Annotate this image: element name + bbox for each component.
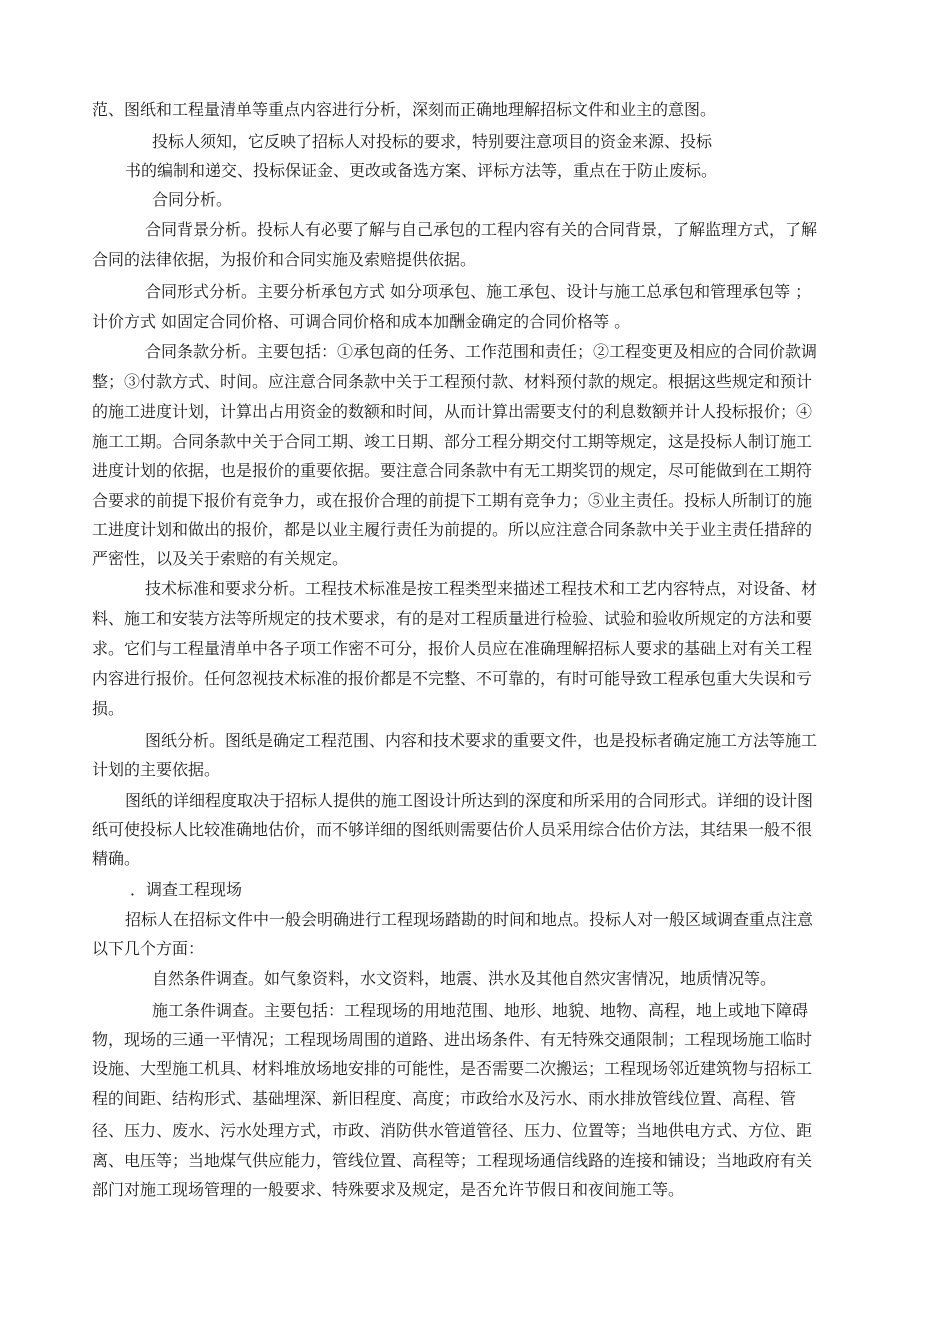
text-line: 计价方式 如固定合同价格、可调合同价格和成本加酬金确定的合同价格等 。	[92, 312, 631, 331]
text-line: 自然条件调查。如气象资料，水文资料，地震、洪水及其他自然灾害情况，地质情况等。	[152, 969, 777, 988]
text-line: 损。	[92, 699, 125, 718]
text-line: 料、施工和安装方法等所规定的技术要求，有的是对工程质量进行检验、试验和验收所规定的方法和要	[92, 609, 813, 628]
text-line: 工进度计划和做出的报价，都是以业主履行责任为前提的。所以应注意合同条款中关于业主责任措辞的	[92, 520, 813, 539]
text-line: 纸可使投标人比较准确地估价，而不够详细的图纸则需要估价人员采用综合估价方法，其结果一般不很	[92, 820, 813, 839]
text-line: 合同的法律依据，为报价和合同实施及索赔提供依据。	[92, 250, 477, 269]
text-line: 范、图纸和工程量清单等重点内容进行分析，深刻而正确地理解招标文件和业主的意图。	[92, 100, 717, 119]
text-line: 求。它们与工程量清单中各子项工作密不可分，报价人员应在准确理解招标人要求的基础上对有关工程	[92, 639, 813, 658]
text-line: 合要求的前提下报价有竞争力，或在报价合理的前提下工期有竞争力；⑤业主责任。投标人所制订的施	[92, 491, 813, 510]
text-line: 内容进行报价。任何忽视技术标准的报价都是不完整、不可靠的，有时可能导致工程承包重大失误和亏	[92, 669, 813, 688]
text-line: 严密性，以及关于索赔的有关规定。	[92, 549, 349, 568]
text-line: 物，现场的三通一平情况；工程现场周围的道路、进出场条件、有无特殊交通限制；工程现场施工临时	[92, 1030, 813, 1049]
text-line: 招标人在招标文件中一般会明确进行工程现场踏勘的时间和地点。投标人对一般区域调查重点注意	[125, 910, 814, 929]
text-line: 的施工进度计划，计算出占用资金的数额和时间，从而计算出需要支付的利息数额并计人投标报价；④	[92, 402, 813, 421]
text-line: 技术标准和要求分析。工程技术标准是按工程类型来描述工程技术和工艺内容特点，对设备、材	[145, 579, 818, 598]
text-line: 施工工期。合同条款中关于合同工期、竣工日期、部分工程分期交付工期等规定，这是投标人制订施工	[92, 432, 813, 451]
text-line: 离、电压等；当地煤气供应能力，管线位置、高程等；工程现场通信线路的连接和铺设；当地政府有关	[92, 1151, 813, 1170]
text-line: 合同背景分析。投标人有必要了解与自己承包的工程内容有关的合同背景，了解监理方式，了解	[145, 220, 818, 239]
text-line: 精确。	[92, 849, 141, 868]
text-line: 书的编制和递交、投标保证金、更改或备选方案、评标方法等，重点在于防止废标。	[125, 161, 718, 180]
text-line: 合同条款分析。主要包括：①承包商的任务、工作范围和责任；②工程变更及相应的合同价款调	[145, 342, 818, 361]
section-heading: ．调查工程现场	[130, 880, 243, 899]
text-line: 程的间距、结构形式、基础埋深、新旧程度、高度；市政给水及污水、雨水排放管线位置、高程、管	[92, 1089, 797, 1108]
text-line: 部门对施工现场管理的一般要求、特殊要求及规定，是否允许节假日和夜间施工等。	[92, 1180, 685, 1199]
text-line: 合同形式分析。主要分析承包方式 如分项承包、施工承包、设计与施工总承包和管理承包等 ；	[145, 282, 812, 301]
text-line: 整；③付款方式、时间。应注意合同条款中关于工程预付款、材料预付款的规定。根据这些规定和预计	[92, 372, 813, 391]
text-line: 进度计划的依据，也是报价的重要依据。要注意合同条款中有无工期奖罚的规定，尽可能做到在工期符	[92, 461, 813, 480]
text-line: 径、压力、废水、污水处理方式，市政、消防供水管道管径、压力、位置等；当地供电方式、方位、距	[92, 1121, 813, 1140]
text-line: 图纸分析。图纸是确定工程范围、内容和技术要求的重要文件，也是投标者确定施工方法等施工	[145, 731, 818, 750]
text-line: 投标人须知，它反映了招标人对投标的要求，特别要注意项目的资金来源、投标	[152, 132, 713, 151]
text-line: 设施、大型施工机具、材料堆放场地安排的可能性，是否需要二次搬运；工程现场邻近建筑物与招标工	[92, 1059, 813, 1078]
text-line: 施工条件调查。主要包括：工程现场的用地范围、地形、地貌、地物、高程，地上或地下障碍	[152, 1001, 809, 1020]
text-line: 合同分析。	[152, 190, 233, 209]
text-line: 计划的主要依据。	[92, 760, 221, 779]
text-line: 以下几个方面：	[92, 939, 205, 958]
text-line: 图纸的详细程度取决于招标人提供的施工图设计所达到的深度和所采用的合同形式。详细的设计图	[125, 791, 814, 810]
